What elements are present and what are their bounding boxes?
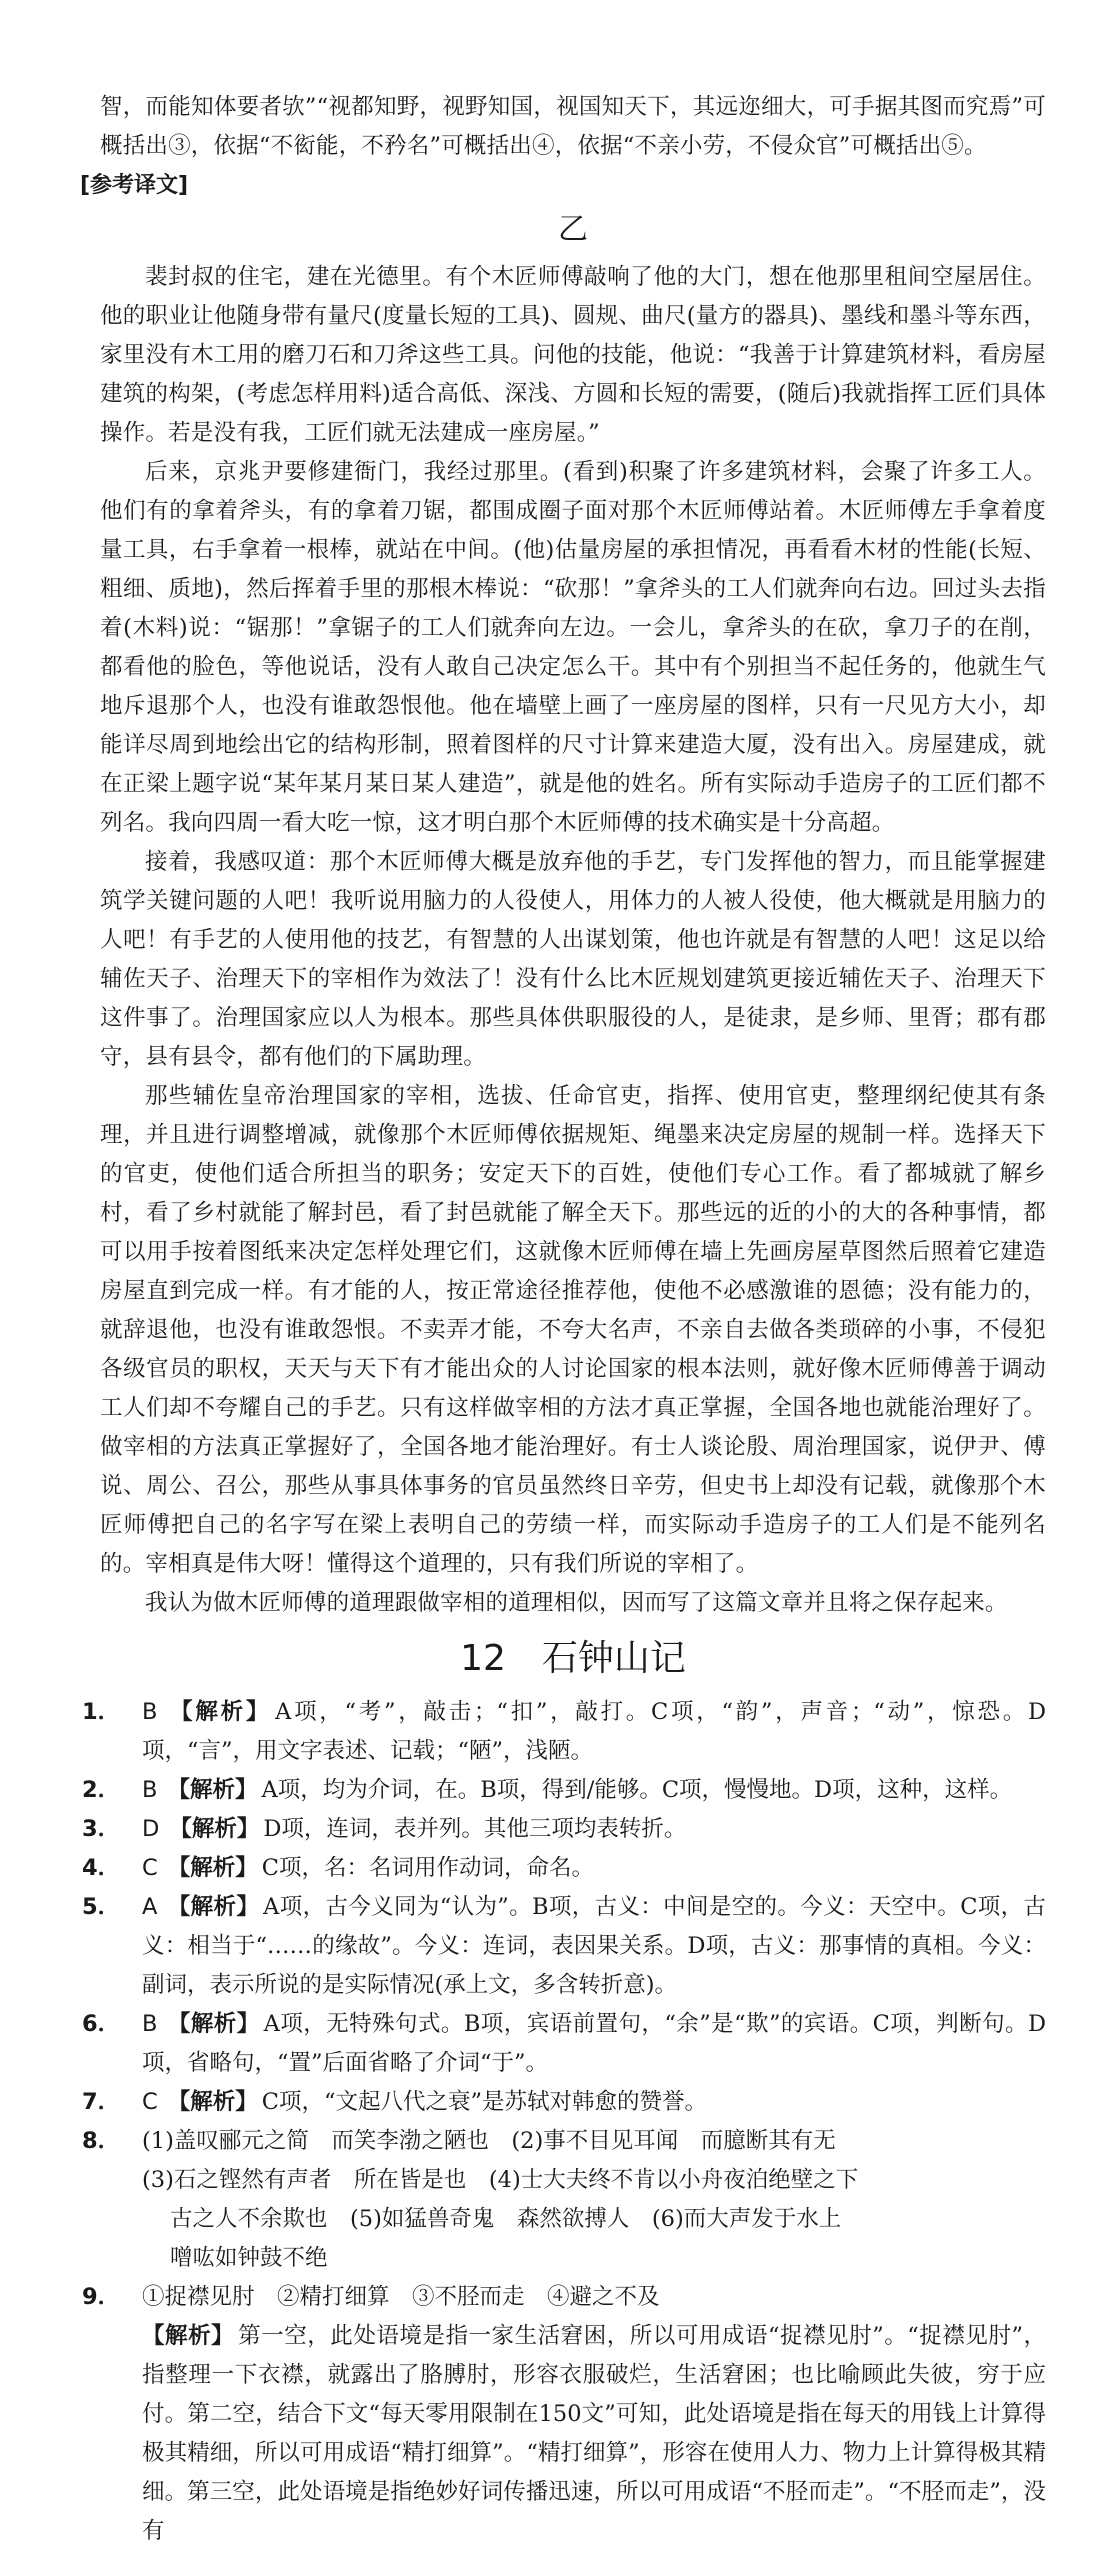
analysis-label: 【解析】 bbox=[167, 1894, 260, 1920]
analysis-label: 【解析】 bbox=[142, 2323, 235, 2349]
analysis-block bbox=[100, 2317, 1046, 2551]
analysis-text: 第一空，此处语境是指一家生活窘困，所以可用成语“捉襟见肘”。“捉襟见肘”，指整理一下衣襟，就露出了胳膊肘，形容衣服破烂，生活窘困；也比喻顾此失彼，穷于应付。第二空，结合下文“每天零用限制在150文”可知，此处语境是指在每天的用钱上计算得极其精细，所以可用成语“精打细算”。“精打细算”，形容在使用人力、物力上计算得极其精细。第三空，此处语境是指绝妙好词传播迅速，所以可用成语“不胫而走”。“不胫而走”，没有 bbox=[142, 2323, 1046, 2544]
question-item bbox=[82, 1849, 1046, 1888]
question-number: 5． bbox=[82, 1894, 121, 1920]
answer-list: ①捉襟见肘 ②精打细算 ③不胫而走 ④避之不及 bbox=[142, 2284, 660, 2310]
analysis-label: 【解析】 bbox=[167, 1699, 272, 1725]
translation-paragraph: 我认为做木匠师傅的道理跟做宰相的道理相似，因而写了这篇文章并且将之保存起来。 bbox=[145, 1590, 1008, 1616]
question-item-8 bbox=[82, 2122, 1046, 2161]
translation-paragraph: 裴封叔的住宅，建在光德里。有个木匠师傅敲响了他的大门，想在他那里租间空屋居住。他的职业让他随身带有量尺(度量长短的工具)、圆规、曲尺(量方的器具)、墨线和墨斗等东西，家里没有木工用的磨刀石和刀斧这些工具。问他的技能，他说：“我善于计算建筑材料，看房屋建筑的构架，(考虑怎样用料)适合高低、深浅、方圆和长短的需要，(随后)我就指挥工匠们具体操作。若是没有我，工匠们就无法建成一座房屋。” bbox=[100, 264, 1046, 446]
answer-line: 噌吰如钟鼓不绝 bbox=[170, 2245, 328, 2271]
analysis-label: 【解析】 bbox=[167, 1855, 258, 1881]
analysis-label: 【解析】 bbox=[169, 1816, 260, 1842]
answer-letter: A bbox=[142, 1894, 158, 1920]
answer-line: 古之人不余欺也 (5)如猛兽奇鬼 森然欲搏人 (6)而大声发于水上 bbox=[170, 2206, 842, 2232]
translation-paragraph: 接着，我感叹道：那个木匠师傅大概是放弃他的手艺，专门发挥他的智力，而且能掌握建筑学关键问题的人吧！我听说用脑力的人役使人，用体力的人被人役使，他大概就是用脑力的人吧！有手艺的人使用他的技艺，有智慧的人出谋划策，他也许就是有智慧的人吧！这足以给辅佐天子、治理天下的宰相作为效法了！没有什么比木匠规划建筑更接近辅佐天子、治理天下这件事了。治理国家应以人为根本。那些具体供职服役的人，是徒隶，是乡师、里胥；郡有郡守，县有县令，都有他们的下属助理。 bbox=[100, 849, 1046, 1070]
question-item bbox=[82, 2005, 1046, 2083]
lesson-title: 12 石钟山记 bbox=[460, 1638, 686, 1679]
answer-letter: B bbox=[142, 2011, 158, 2037]
question-item bbox=[82, 1771, 1046, 1810]
translation-paragraph: 后来，京兆尹要修建衙门，我经过那里。(看到)积聚了许多建筑材料，会聚了许多工人。他们有的拿着斧头，有的拿着刀锯，都围成圈子面对那个木匠师傅站着。木匠师傅左手拿着度量工具，右手拿着一根棒，就站在中间。(他)估量房屋的承担情况，再看看木材的性能(长短、粗细、质地)，然后挥着手里的那根木棒说：“砍那！”拿斧头的工人们就奔向右边。回过头去指着(木料)说：“锯那！”拿锯子的工人们就奔向左边。一会儿，拿斧头的在砍，拿刀子的在削，都看他的脸色，等他说话，没有人敢自己决定怎么干。其中有个别担当不起任务的，他就生气地斥退那个人，也没有谁敢怨恨他。他在墙壁上画了一座房屋的图样，只有一尺见方大小，却能详尽周到地绘出它的结构形制，照着图样的尺寸计算来建造大厦，没有出入。房屋建成，就在正梁上题字说“某年某月某日某人建造”，就是他的姓名。所有实际动手造房子的工匠们都不列名。我向四周一看大吃一惊，这才明白那个木匠师傅的技术确实是十分高超。 bbox=[100, 459, 1046, 836]
reference-translation-label: [参考译文] bbox=[80, 173, 189, 198]
question-item bbox=[82, 1810, 1046, 1849]
question-number: 6． bbox=[82, 2011, 121, 2037]
analysis-text: D项，连词，表并列。其他三项均表转折。 bbox=[263, 1816, 687, 1842]
question-number: 9． bbox=[82, 2284, 121, 2310]
answer-letter: C bbox=[142, 1855, 158, 1881]
analysis-text: C项，“文起八代之衰”是苏轼对韩愈的赞誉。 bbox=[261, 2089, 707, 2115]
question-number: 4． bbox=[82, 1855, 121, 1881]
answer-letter: B bbox=[142, 1699, 158, 1725]
section-title-yi: 乙 bbox=[558, 212, 588, 247]
question-number: 8． bbox=[82, 2128, 121, 2154]
analysis-text: A项，无特殊句式。B项，宾语前置句，“余”是“欺”的宾语。C项，判断句。D项，省略句，“置”后面省略了介词“于”。 bbox=[142, 2011, 1046, 2076]
analysis-text: A项，均为介词，在。B项，得到/能够。C项，慢慢地。D项，这种，这样。 bbox=[261, 1777, 1013, 1803]
translation-paragraph: 那些辅佐皇帝治理国家的宰相，选拔、任命官吏，指挥、使用官吏，整理纲纪使其有条理，并且进行调整增减，就像那个木匠师傅依据规矩、绳墨来决定房屋的规制一样。选择天下的官吏，使他们适合所担当的职务；安定天下的百姓，使他们专心工作。看了都城就了解乡村，看了乡村就能了解封邑，看了封邑就能了解全天下。那些远的近的小的大的各种事情，都可以用手按着图纸来决定怎样处理它们，这就像木匠师傅在墙上先画房屋草图然后照着它建造房屋直到完成一样。有才能的人，按正常途径推荐他，使他不必感激谁的恩德；没有能力的，就辞退他，也没有谁敢怨恨。不卖弄才能，不夸大名声，不亲自去做各类琐碎的小事，不侵犯各级官员的职权，天天与天下有才能出众的人讨论国家的根本法则，就好像木匠师傅善于调动工人们却不夸耀自己的手艺。只有这样做宰相的方法才真正掌握，全国各地也就能治理好了。做宰相的方法真正掌握好了，全国各地才能治理好。有士人谈论殷、周治理国家，说伊尹、傅说、周公、召公，那些从事具体事务的官员虽然终日辛劳，但史书上却没有记载，就像那个木匠师傅把自己的名字写在梁上表明自己的劳绩一样，而实际动手造房子的工人们是不能列名的。宰相真是伟大呀！懂得这个道理的，只有我们所说的宰相了。 bbox=[100, 1083, 1046, 1577]
answer-letter: B bbox=[142, 1777, 158, 1803]
analysis-text: A项，古今义同为“认为”。B项，古义：中间是空的。今义：天空中。C项，古义：相当于“……的缘故”。今义：连词，表因果关系。D项，古义：那事情的真相。今义：副词，表示所说的是实际情况(承上文，多含转折意)。 bbox=[142, 1894, 1046, 1998]
analysis-label: 【解析】 bbox=[167, 1777, 258, 1803]
analysis-text: A项，“考”，敲击；“扣”，敲打。C项，“韵”，声音；“动”，惊恐。D项，“言”，用文字表述、记载；“陋”，浅陋。 bbox=[142, 1699, 1046, 1764]
question-number: 2． bbox=[82, 1777, 121, 1803]
answer-letter: C bbox=[142, 2089, 158, 2115]
answer-line: (3)石之铿然有声者 所在皆是也 (4)士大夫终不肯以小舟夜泊绝壁之下 bbox=[142, 2167, 859, 2193]
question-number: 1． bbox=[82, 1699, 121, 1725]
analysis-text: C项，名：名词用作动词，命名。 bbox=[261, 1855, 594, 1881]
question-item bbox=[82, 1888, 1046, 2005]
question-item bbox=[82, 2083, 1046, 2122]
question-number: 7． bbox=[82, 2089, 121, 2115]
analysis-label: 【解析】 bbox=[167, 2011, 260, 2037]
answer-letter: D bbox=[142, 1816, 160, 1842]
analysis-label: 【解析】 bbox=[167, 2089, 258, 2115]
intro-continuation: 智，而能知体要者欤”“视都知野，视野知国，视国知天下，其远迩细大，可手据其图而究焉”可概括出③，依据“不衒能，不矜名”可概括出④，依据“不亲小劳，不侵众官”可概括出⑤。 bbox=[100, 94, 1046, 159]
answer-line: (1)盖叹郦元之简 而笑李渤之陋也 (2)事不目见耳闻 而臆断其有无 bbox=[142, 2128, 836, 2154]
question-item bbox=[82, 1693, 1046, 1771]
question-number: 3． bbox=[82, 1816, 121, 1842]
question-item-9 bbox=[82, 2278, 1046, 2317]
